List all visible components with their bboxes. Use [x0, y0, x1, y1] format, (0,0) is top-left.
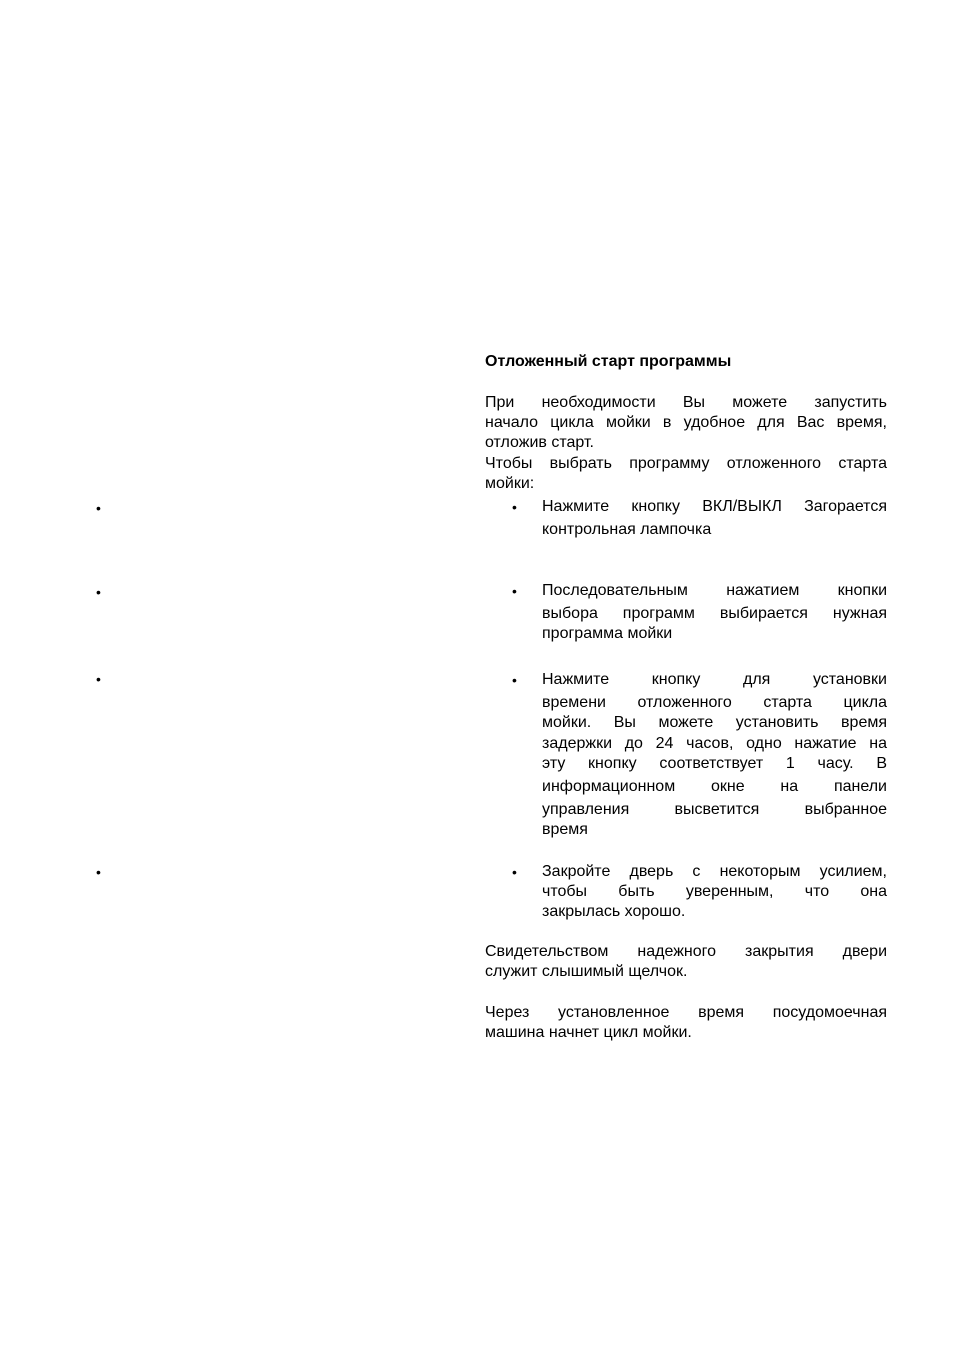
list-item — [542, 862, 887, 923]
list-bullet: • — [512, 583, 517, 599]
instruction-paragraph — [485, 454, 887, 494]
text-line: Чтобы выбрать программу отложенного старта — [485, 455, 887, 472]
text-line: Закройте дверь с некоторым усилием, — [542, 863, 887, 880]
closing-paragraph — [485, 1003, 887, 1043]
text-line: Последовательным нажатием кнопки — [542, 582, 887, 599]
list-bullet: • — [512, 499, 517, 515]
section-title: Отложенный старт программы — [485, 353, 732, 370]
text-line: эту кнопку соответствует 1 часу. В — [542, 754, 887, 772]
text-line: начало цикла мойки в удобное для Вас время, — [485, 414, 887, 432]
list-item — [542, 670, 887, 841]
list-bullet: • — [512, 864, 517, 880]
text-line: мойки: — [485, 475, 535, 493]
list-item — [542, 581, 887, 645]
text-line: служит слышимый щелчок. — [485, 963, 688, 981]
closing-paragraph — [485, 942, 887, 982]
text-line: чтобы быть уверенным, что она — [542, 883, 887, 901]
text-line: программа мойки — [542, 625, 673, 643]
margin-bullet: • — [96, 864, 101, 880]
list-item — [542, 497, 887, 540]
text-line: Нажмите кнопку ВКЛ/ВЫКЛ Загорается — [542, 498, 887, 515]
text-line: Нажмите кнопку для установки — [542, 671, 887, 688]
text-line: При необходимости Вы можете запустить — [485, 394, 887, 411]
text-line: отложив старт. — [485, 434, 594, 452]
intro-paragraph — [485, 393, 887, 454]
text-line: Через установленное время посудомоечная — [485, 1004, 887, 1021]
list-bullet: • — [512, 672, 517, 688]
text-line: информационном окне на панели — [542, 777, 887, 795]
text-line: время — [542, 821, 588, 839]
margin-bullet: • — [96, 500, 101, 516]
text-line: мойки. Вы можете установить время — [542, 714, 887, 732]
text-line: закрылась хорошо. — [542, 903, 686, 921]
text-line: управления высветится выбранное — [542, 801, 887, 819]
text-line: выбора программ выбирается нужная — [542, 605, 887, 623]
margin-bullet: • — [96, 671, 101, 687]
text-line: времени отложенного старта цикла — [542, 694, 887, 712]
margin-bullet: • — [96, 584, 101, 600]
text-line: Свидетельством надежного закрытия двери — [485, 943, 887, 960]
text-line: машина начнет цикл мойки. — [485, 1024, 692, 1042]
text-line: задержки до 24 часов, одно нажатие на — [542, 734, 887, 752]
text-line: контрольная лампочка — [542, 521, 712, 539]
